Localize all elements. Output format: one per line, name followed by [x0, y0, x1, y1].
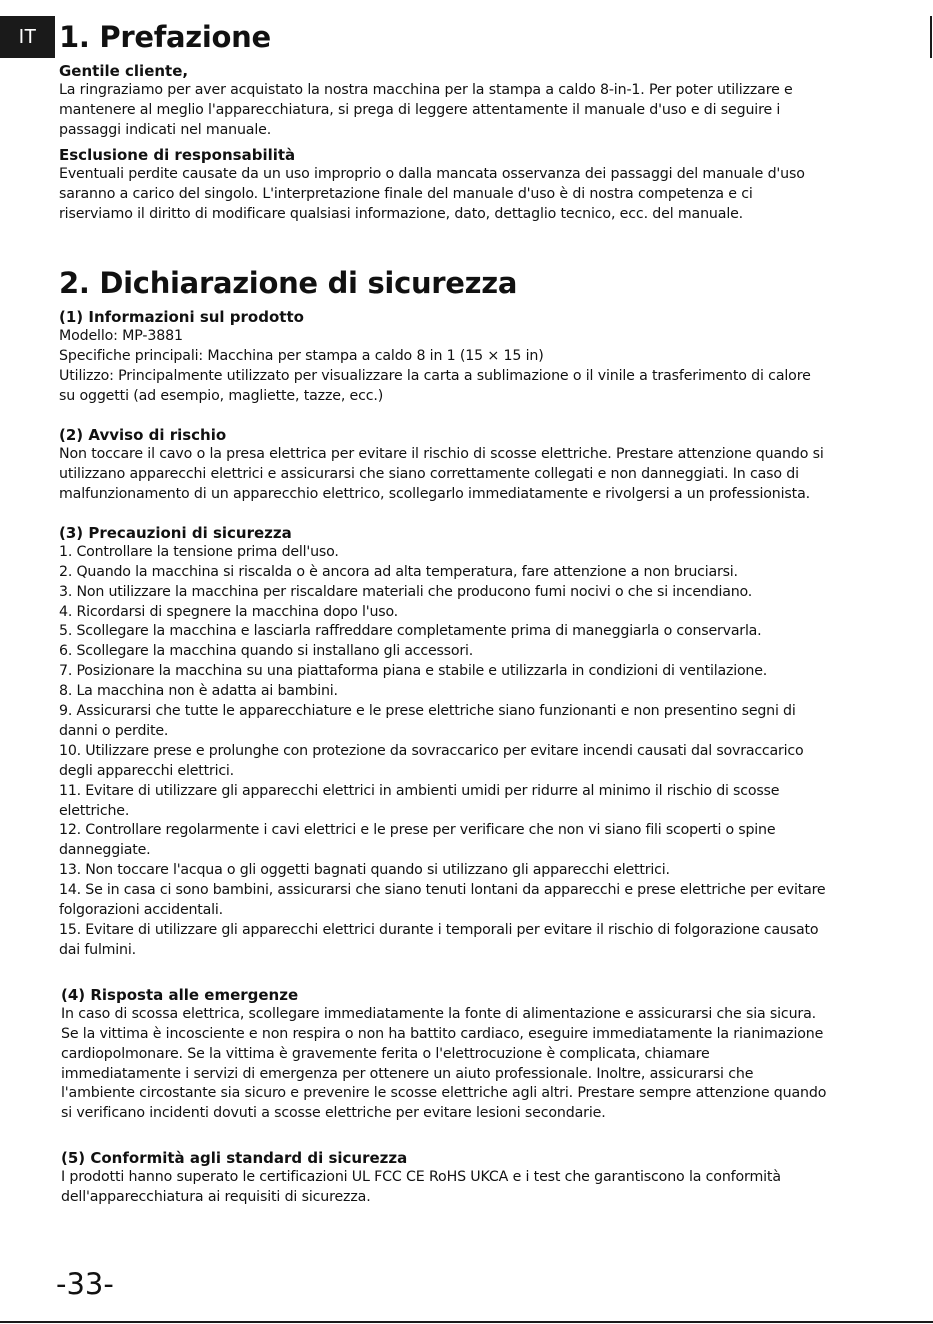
- list-item: 5. Scollegare la macchina e lasciarla raffreddare completamente prima di maneggiarla o conservarla.: [59, 623, 762, 640]
- intro-paragraph: La ringraziamo per aver acquistato la nostra macchina per la stampa a caldo 8-in-1. Per poter utilizzare e mantenere al meglio l'apparecchiatura, si prega di leggere attentamente il manuale d'uso e di seguire i passaggi indicati nel manuale.: [59, 82, 793, 138]
- compliance-title: (5) Conformità agli standard di sicurezza: [61, 1149, 408, 1168]
- list-item: 3. Non utilizzare la macchina per riscaldare materiali che producono fumi nocivi o che si incendiano.: [59, 583, 753, 600]
- list-item: 10. Utilizzare prese e prolunghe con protezione da sovraccarico per evitare incendi causati dal sovraccarico degli apparecchi elettrici.: [59, 742, 804, 779]
- list-item: 4. Ricordarsi di spegnere la macchina dopo l'uso.: [59, 603, 398, 620]
- edge-rule: [930, 16, 932, 58]
- list-item: 15. Evitare di utilizzare gli apparecchi elettrici durante i temporali per evitare il rischio di folgorazione causato dai fulmini.: [59, 922, 819, 958]
- risk-paragraph: Non toccare il cavo o la presa elettrica per evitare il rischio di scosse elettriche. Prestare attenzione quando si utilizzano apparecchi elettrici e assicurarsi che siano correttamente collegati e non danneggiati. In caso di malfunzionamento di un apparecchio elettrico, scollegarlo immediatamente e rivolgersi a un professionista.: [59, 446, 824, 502]
- product-model: Modello: MP-3881: [59, 328, 183, 345]
- list-item: 8. La macchina non è adatta ai bambini.: [59, 683, 338, 700]
- list-item: 11. Evitare di utilizzare gli apparecchi elettrici in ambienti umidi per ridurre al minimo il rischio di scosse elettriche.: [59, 782, 780, 819]
- precautions-title: (3) Precauzioni di sicurezza: [59, 523, 292, 542]
- list-item: 7. Posizionare la macchina su una piattaforma piana e stabile e utilizzarla in condizioni di ventilazione.: [59, 663, 768, 680]
- emergency-paragraph: In caso di scossa elettrica, scollegare immediatamente la fonte di alimentazione e assicurarsi che sia sicura. Se la vittima è incosciente e non respira o non ha battito cardiaco, eseguire immediatamente la rianimazione cardiopolmonare. Se la vittima è gravemente ferita o l'elettrocuzione è complicata, chiamare immediatamente i servizi di emergenza per ottenere un aiuto professionale. Inoltre, assicurarsi che l'ambiente circostante sia sicuro e prevenire le scosse elettriche agli altri. Prestare sempre attenzione quando si verificano incidenti dovuti a scosse elettriche per evitare lesioni secondarie.: [61, 1005, 827, 1122]
- section-2-title: 2. Dichiarazione di sicurezza: [59, 266, 518, 301]
- product-usage: Utilizzo: Principalmente utilizzato per visualizzare la carta a sublimazione o il vinile a trasferimento di calore su oggetti (ad esempio, magliette, tazze, ecc.): [59, 368, 811, 405]
- risk-title: (2) Avviso di rischio: [59, 426, 227, 445]
- disclaimer-title: Esclusione di responsabilità: [59, 145, 296, 164]
- list-item: 14. Se in casa ci sono bambini, assicurarsi che siano tenuti lontani da apparecchi e prese elettriche per evitare folgorazioni accidentali.: [59, 882, 826, 919]
- list-item: 2. Quando la macchina si riscalda o è ancora ad alta temperatura, fare attenzione a non bruciarsi.: [59, 563, 738, 580]
- page-content: [59, 16, 827, 1208]
- emergency-title: (4) Risposta alle emergenze: [61, 985, 299, 1004]
- product-specs: Specifiche principali: Macchina per stampa a caldo 8 in 1 (15 × 15 in): [59, 348, 544, 365]
- compliance-paragraph: I prodotti hanno superato le certificazioni UL FCC CE RoHS UKCA e i test che garantiscono la conformità dell'apparecchiatura ai requisiti di sicurezza.: [61, 1169, 781, 1206]
- precautions-list: [59, 543, 827, 961]
- bottom-rule: [0, 1321, 933, 1323]
- language-tab: IT: [0, 16, 55, 58]
- product-info-title: (1) Informazioni sul prodotto: [59, 308, 304, 327]
- list-item: 9. Assicurarsi che tutte le apparecchiature e le prese elettriche siano funzionanti e non presentino segni di danni o perdite.: [59, 703, 796, 739]
- page-number: -33-: [56, 1267, 114, 1301]
- list-item: 12. Controllare regolarmente i cavi elettrici e le prese per verificare che non vi siano fili scoperti o spine danneggiate.: [59, 822, 776, 859]
- section-1-title: 1. Prefazione: [59, 20, 271, 54]
- list-item: 13. Non toccare l'acqua o gli oggetti bagnati quando si utilizzano gli apparecchi elettrici.: [59, 862, 670, 879]
- list-item: 6. Scollegare la macchina quando si installano gli accessori.: [59, 643, 474, 660]
- disclaimer-paragraph: Eventuali perdite causate da un uso improprio o dalla mancata osservanza dei passaggi del manuale d'uso saranno a carico del singolo. L'interpretazione finale del manuale d'uso è di nostra competenza e ci riserviamo il diritto di modificare qualsiasi informazione, dato, dettaglio tecnico, ecc. del manuale.: [59, 165, 805, 222]
- list-item: 1. Controllare la tensione prima dell'uso.: [59, 543, 339, 560]
- greeting: Gentile cliente,: [59, 62, 189, 80]
